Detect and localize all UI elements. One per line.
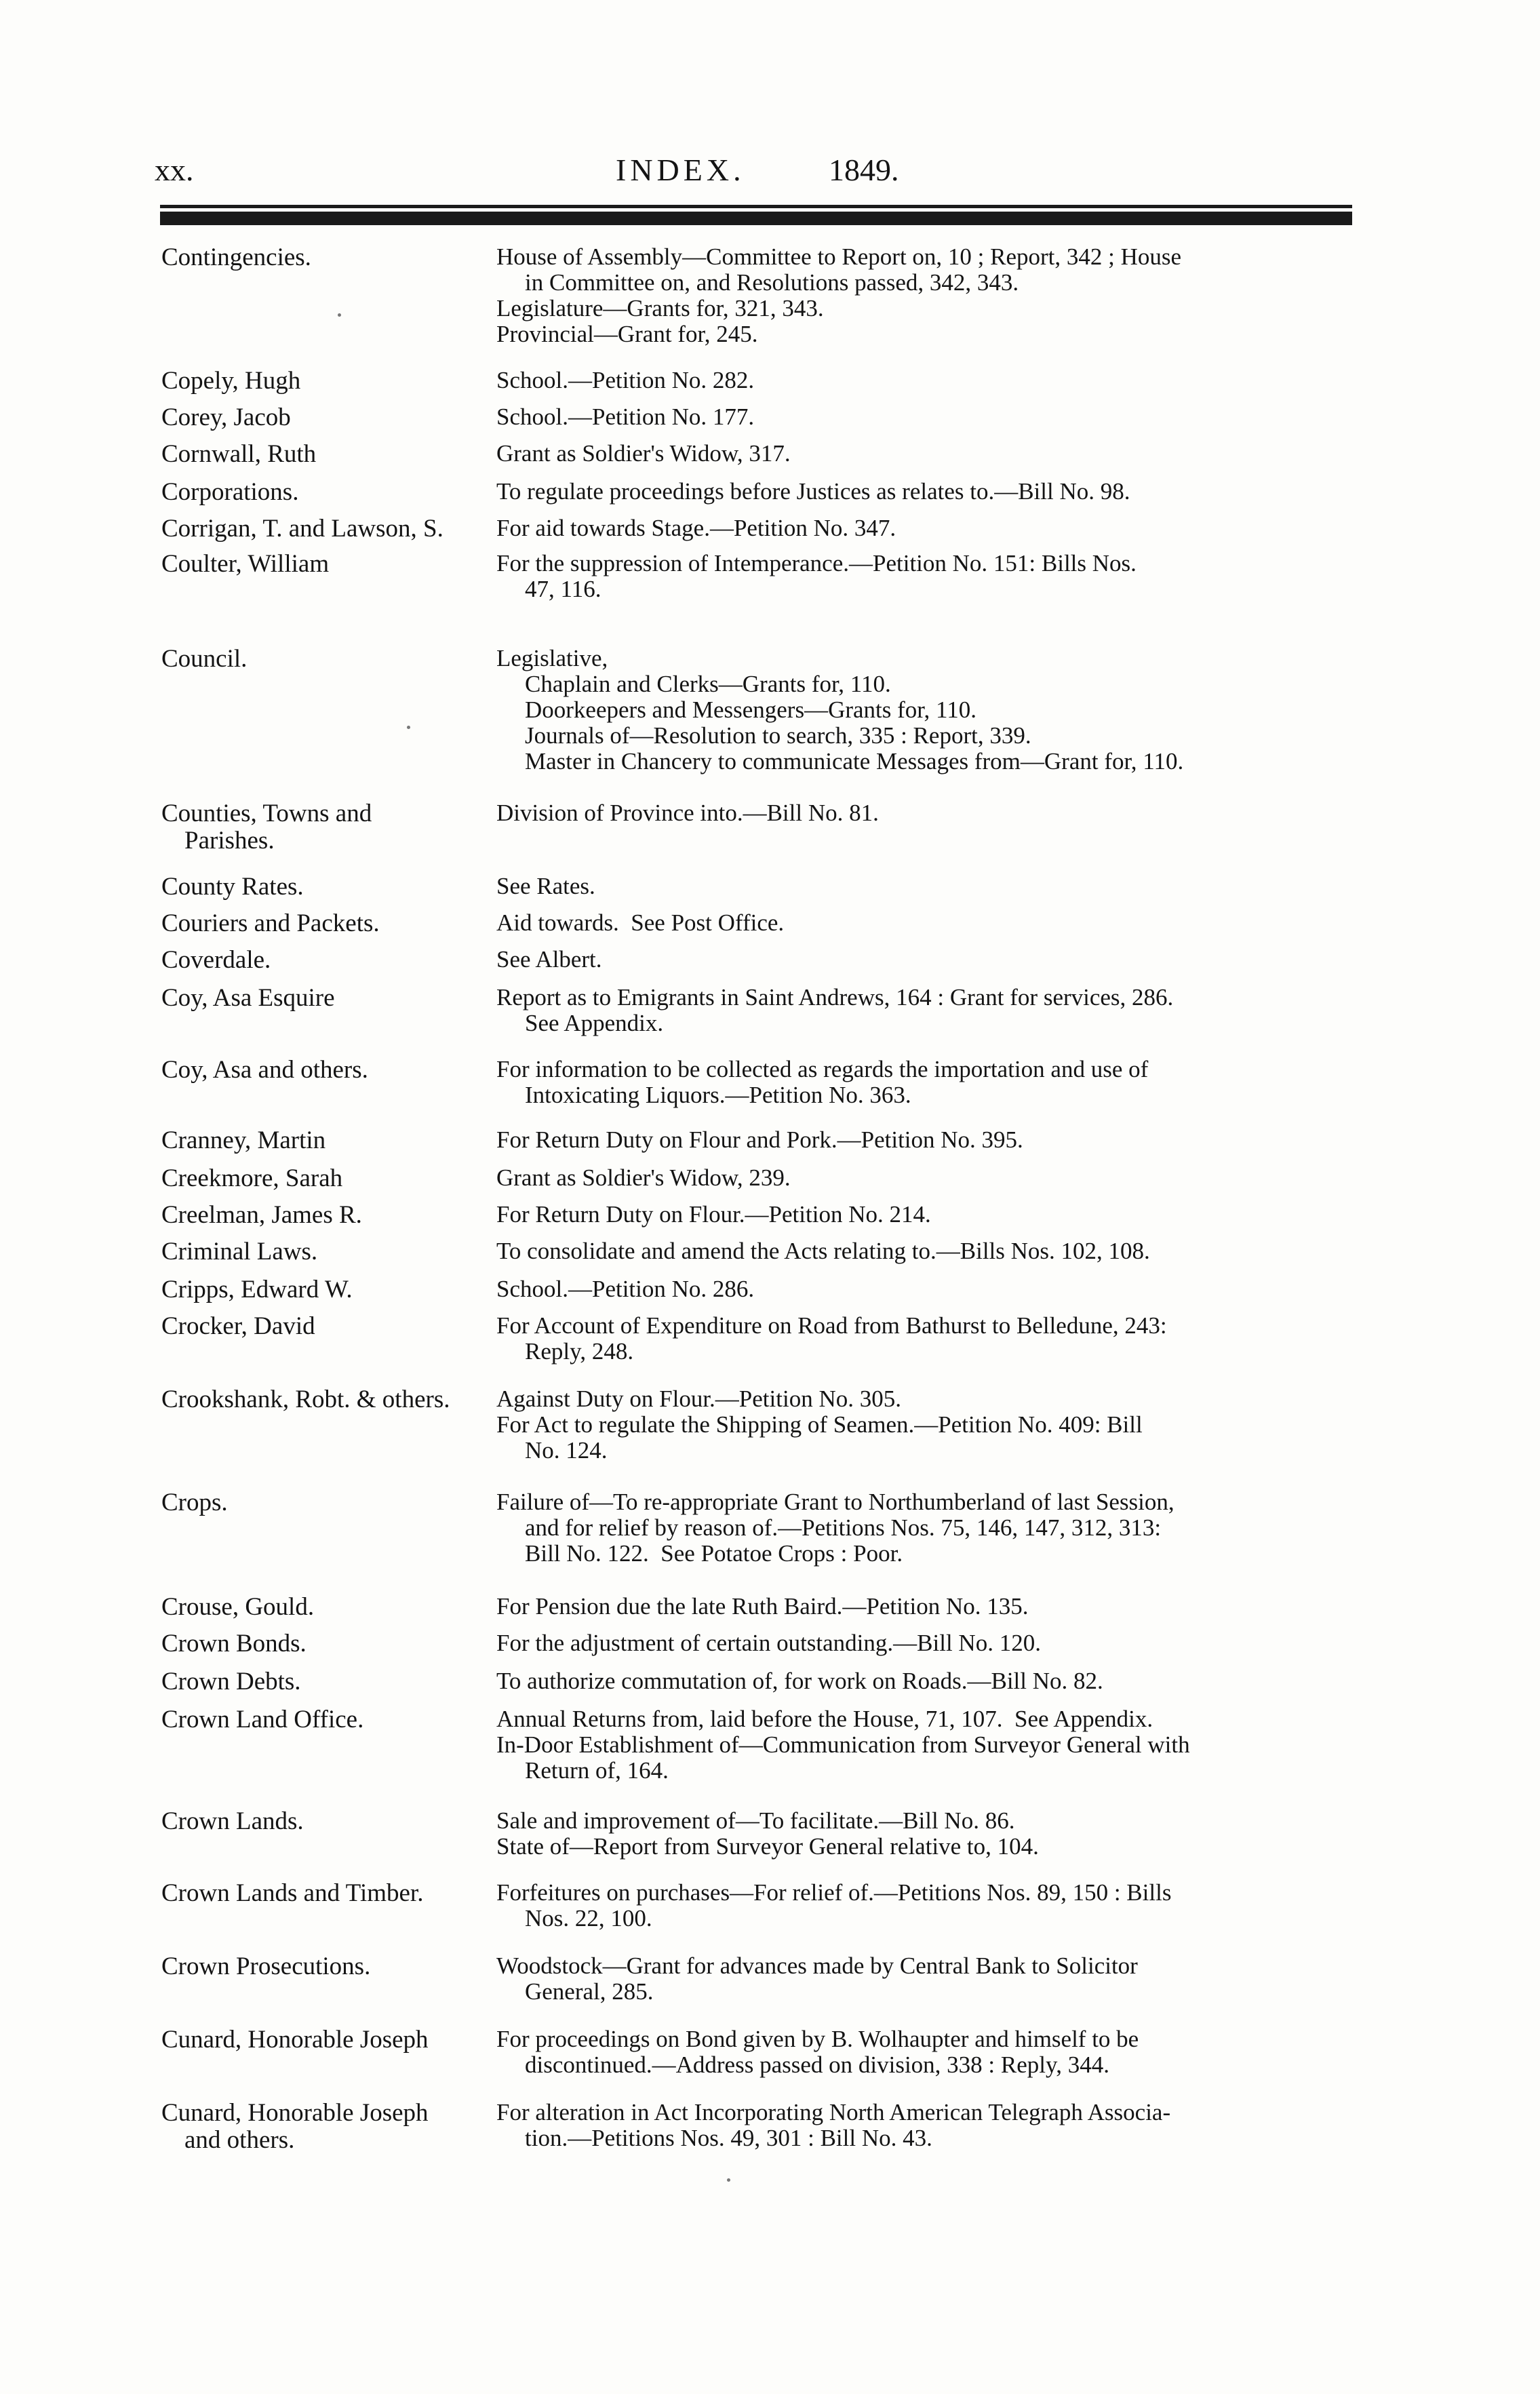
entry-reference-line: In-Door Establishment of—Communication from Surveyor General with <box>496 1731 1190 1758</box>
entry-subject-line: County Rates. <box>161 873 304 901</box>
stray-ink-mark <box>338 313 341 317</box>
entry-reference-line: Bill No. 122. See Potatoe Crops : Poor. <box>525 1540 903 1567</box>
entry-references <box>496 800 1370 826</box>
entry-reference-line: Woodstock—Grant for advances made by Central Bank to Solicitor <box>496 1953 1138 1979</box>
entry-references <box>496 244 1370 347</box>
entry-reference-line: For the suppression of Intemperance.—Petition No. 151: Bills Nos. <box>496 550 1137 576</box>
entry-reference-line: For Pension due the late Ruth Baird.—Petition No. 135. <box>496 1593 1029 1620</box>
entry-reference-line: Return of, 164. <box>525 1757 669 1784</box>
entry-reference-line: Doorkeepers and Messengers—Grants for, 110. <box>525 696 977 723</box>
entry-reference-line: House of Assembly—Committee to Report on, 10 ; Report, 342 ; House <box>496 243 1182 270</box>
entry-subject <box>161 441 486 468</box>
entry-subject <box>161 404 486 431</box>
entry-reference-line: Grant as Soldier's Widow, 317. <box>496 440 791 467</box>
entry-references <box>496 441 1370 467</box>
entry-subject <box>161 1630 486 1657</box>
entry-reference-line: Intoxicating Liquors.—Petition No. 363. <box>525 1082 911 1108</box>
entry-subject <box>161 2026 486 2054</box>
entry-reference-line: Chaplain and Clerks—Grants for, 110. <box>525 671 891 697</box>
entry-reference-line: For Act to regulate the Shipping of Seamen.—Petition No. 409: Bill <box>496 1411 1143 1438</box>
entry-reference-line: Master in Chancery to communicate Messages from—Grant for, 110. <box>525 748 1184 774</box>
entry-subject <box>161 515 486 543</box>
entry-subject <box>161 1668 486 1695</box>
entry-reference-line: For aid towards Stage.—Petition No. 347. <box>496 515 896 541</box>
stray-ink-mark <box>407 726 410 729</box>
entry-subject-line: Crown Debts. <box>161 1668 301 1695</box>
entry-reference-line: School.—Petition No. 286. <box>496 1276 755 1302</box>
entry-subject-line: Cornwall, Ruth <box>161 440 317 468</box>
header-thick-rule <box>160 212 1352 225</box>
entry-subject-line: Cunard, Honorable Joseph <box>161 2099 429 2127</box>
entry-reference-line: For Return Duty on Flour.—Petition No. 214. <box>496 1201 931 1228</box>
entry-reference-line: For alteration in Act Incorporating North American Telegraph Associa- <box>496 2099 1171 2125</box>
page-title: INDEX. <box>616 153 745 187</box>
entry-references <box>496 1276 1370 1302</box>
entry-subject-line: Creekmore, Sarah <box>161 1164 343 1192</box>
entry-subject-line: Coy, Asa Esquire <box>161 984 335 1012</box>
entry-subject-line: and others. <box>184 2126 295 2154</box>
page-year: 1849. <box>829 153 899 187</box>
entry-references <box>496 1594 1370 1620</box>
entry-references <box>496 874 1370 899</box>
entry-subject-line: Crops. <box>161 1489 228 1516</box>
entry-subject-line: Copely, Hugh <box>161 367 301 395</box>
entry-references <box>496 646 1370 774</box>
entry-reference-line: discontinued.—Address passed on division, 338 : Reply, 344. <box>525 2052 1109 2078</box>
entry-reference-line: in Committee on, and Resolutions passed, 342, 343. <box>525 269 1019 296</box>
entry-reference-line: See Rates. <box>496 873 595 899</box>
entry-subject-line: Crown Bonds. <box>161 1630 307 1657</box>
entry-references <box>496 1057 1370 1108</box>
entry-reference-line: Journals of—Resolution to search, 335 : Report, 339. <box>525 722 1031 749</box>
entry-subject-line: Couriers and Packets. <box>161 909 380 937</box>
entry-subject <box>161 1880 486 1907</box>
entry-subject <box>161 1057 486 1084</box>
entry-references <box>496 515 1370 541</box>
entry-references <box>496 404 1370 430</box>
entry-reference-line: and for relief by reason of.—Petitions Nos. 75, 146, 147, 312, 313: <box>525 1514 1162 1541</box>
entry-references <box>496 1313 1370 1365</box>
entry-references <box>496 1386 1370 1464</box>
entry-subject-line: Crown Lands. <box>161 1807 304 1835</box>
entry-reference-line: Provincial—Grant for, 245. <box>496 321 758 347</box>
entry-references <box>496 1630 1370 1656</box>
entry-subject-line: Cripps, Edward W. <box>161 1276 353 1303</box>
entry-reference-line: Division of Province into.—Bill No. 81. <box>496 800 879 826</box>
entry-references <box>496 1238 1370 1264</box>
entry-subject <box>161 947 486 974</box>
entry-reference-line: For information to be collected as regards the importation and use of <box>496 1056 1149 1082</box>
entry-references <box>496 1808 1370 1860</box>
entry-reference-line: State of—Report from Surveyor General relative to, 104. <box>496 1833 1039 1860</box>
entry-references <box>496 1202 1370 1228</box>
entry-reference-line: For proceedings on Bond given by B. Wolhaupter and himself to be <box>496 2026 1139 2052</box>
entry-subject <box>161 874 486 901</box>
entry-references <box>496 2026 1370 2078</box>
entry-reference-line: To authorize commutation of, for work on Roads.—Bill No. 82. <box>496 1668 1103 1694</box>
entry-subject-line: Council. <box>161 645 248 673</box>
entry-subject <box>161 551 486 578</box>
entry-subject <box>161 910 486 937</box>
entry-subject-line: Crouse, Gould. <box>161 1593 315 1621</box>
entry-subject <box>161 244 486 271</box>
entry-reference-line: Legislative, <box>496 645 608 671</box>
entry-reference-line: Aid towards. See Post Office. <box>496 909 785 936</box>
entry-references <box>496 1165 1370 1191</box>
entry-references <box>496 1489 1370 1567</box>
entry-subject-line: Crocker, David <box>161 1312 315 1340</box>
entry-reference-line: To regulate proceedings before Justices as relates to.—Bill No. 98. <box>496 478 1130 505</box>
entry-subject <box>161 2100 486 2154</box>
entry-reference-line: tion.—Petitions Nos. 49, 301 : Bill No. 43. <box>525 2125 932 2151</box>
entry-references <box>496 947 1370 973</box>
entry-references <box>496 1706 1370 1784</box>
entry-reference-line: Report as to Emigrants in Saint Andrews, 164 : Grant for services, 286. <box>496 984 1174 1010</box>
entry-subject-line: Crown Lands and Timber. <box>161 1879 424 1907</box>
entry-references <box>496 479 1370 505</box>
entry-reference-line: School.—Petition No. 177. <box>496 404 755 430</box>
entry-subject-line: Crookshank, Robt. & others. <box>161 1386 450 1413</box>
entry-subject <box>161 1489 486 1516</box>
entry-reference-line: See Albert. <box>496 946 602 973</box>
entry-reference-line: School.—Petition No. 282. <box>496 367 755 393</box>
entry-subject <box>161 646 486 673</box>
entry-subject <box>161 1202 486 1229</box>
entry-subject <box>161 368 486 395</box>
entry-references <box>496 1127 1370 1153</box>
entry-references <box>496 551 1370 602</box>
entry-subject-line: Contingencies. <box>161 243 311 271</box>
entry-reference-line: Failure of—To re-appropriate Grant to Northumberland of last Session, <box>496 1489 1174 1515</box>
entry-subject <box>161 1238 486 1265</box>
entry-subject <box>161 985 486 1012</box>
page-number: xx. <box>155 153 194 187</box>
entry-references <box>496 910 1370 936</box>
entry-subject-line: Criminal Laws. <box>161 1238 318 1265</box>
entry-subject <box>161 479 486 506</box>
entry-subject-line: Creelman, James R. <box>161 1201 362 1229</box>
entry-subject-line: Corey, Jacob <box>161 404 291 431</box>
entry-reference-line: To consolidate and amend the Acts relating to.—Bills Nos. 102, 108. <box>496 1238 1150 1264</box>
entry-subject-line: Cunard, Honorable Joseph <box>161 2026 429 2054</box>
entry-reference-line: Forfeitures on purchases—For relief of.—Petitions Nos. 89, 150 : Bills <box>496 1879 1172 1906</box>
entry-reference-line: Legislature—Grants for, 321, 343. <box>496 295 824 321</box>
entry-subject-line: Coulter, William <box>161 550 330 578</box>
entry-subject-line: Coverdale. <box>161 946 271 974</box>
entry-references <box>496 2100 1370 2151</box>
entry-subject <box>161 800 486 855</box>
entry-subject <box>161 1953 486 1980</box>
stray-ink-mark <box>727 2178 730 2182</box>
entry-subject <box>161 1386 486 1413</box>
entry-reference-line: No. 124. <box>525 1437 608 1464</box>
entry-references <box>496 985 1370 1036</box>
entry-reference-line: Against Duty on Flour.—Petition No. 305. <box>496 1386 901 1412</box>
entry-subject <box>161 1808 486 1835</box>
entry-references <box>496 1668 1370 1694</box>
entry-references <box>496 1953 1370 2005</box>
entry-subject <box>161 1165 486 1192</box>
entry-reference-line: Grant as Soldier's Widow, 239. <box>496 1164 791 1191</box>
entry-subject <box>161 1276 486 1303</box>
entry-subject-line: Crown Prosecutions. <box>161 1953 371 1980</box>
entry-reference-line: Sale and improvement of—To facilitate.—Bill No. 86. <box>496 1807 1015 1834</box>
entry-reference-line: See Appendix. <box>525 1010 664 1036</box>
entry-subject-line: Coy, Asa and others. <box>161 1056 368 1084</box>
entry-reference-line: General, 285. <box>525 1978 654 2005</box>
entry-reference-line: For the adjustment of certain outstanding.—Bill No. 120. <box>496 1630 1041 1656</box>
entry-reference-line: 47, 116. <box>525 576 601 602</box>
entry-references <box>496 368 1370 393</box>
entry-reference-line: Annual Returns from, laid before the House, 71, 107. See Appendix. <box>496 1706 1153 1732</box>
entry-subject <box>161 1594 486 1621</box>
entry-references <box>496 1880 1370 1931</box>
entry-subject-line: Corrigan, T. and Lawson, S. <box>161 515 443 543</box>
entry-subject-line: Counties, Towns and <box>161 800 372 827</box>
entry-reference-line: For Return Duty on Flour and Pork.—Petition No. 395. <box>496 1126 1023 1153</box>
header-thin-rule <box>160 205 1352 208</box>
entry-subject-line: Corporations. <box>161 478 299 506</box>
entry-reference-line: Reply, 248. <box>525 1338 634 1365</box>
entry-reference-line: For Account of Expenditure on Road from Bathurst to Belledune, 243: <box>496 1312 1167 1339</box>
entry-subject <box>161 1313 486 1340</box>
entry-subject <box>161 1127 486 1154</box>
entry-subject-line: Cranney, Martin <box>161 1126 326 1154</box>
entry-subject-line: Crown Land Office. <box>161 1706 364 1733</box>
entry-subject-line: Parishes. <box>184 827 275 855</box>
entry-reference-line: Nos. 22, 100. <box>525 1905 652 1931</box>
entry-subject <box>161 1706 486 1733</box>
